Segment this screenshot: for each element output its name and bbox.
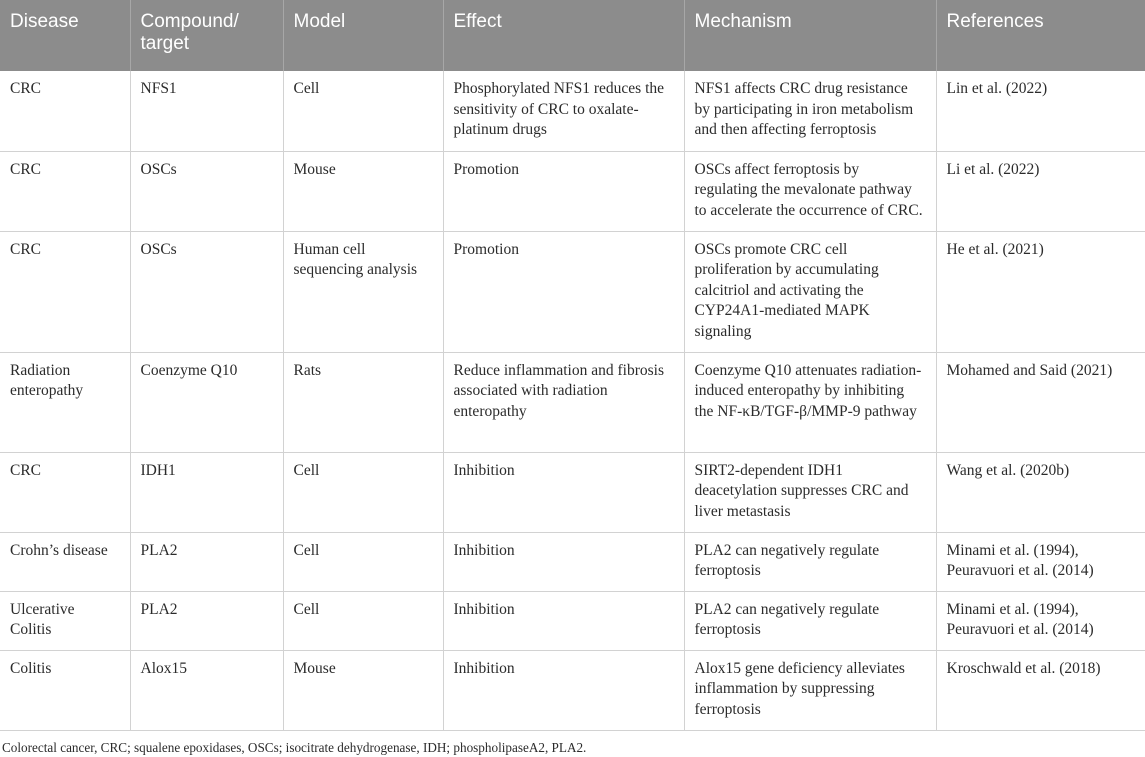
header-mechanism: Mechanism [684,0,936,71]
header-disease: Disease [0,0,130,71]
cell-effect: Inhibition [443,452,684,532]
table-row [0,452,1145,532]
cell-compound-target: OSCs [130,231,283,352]
cell-model: Human cell sequencing analysis [283,231,443,352]
cell-mechanism: PLA2 can negatively regulate ferroptosis [684,532,936,591]
table-row [0,231,1145,352]
cell-effect: Inhibition [443,650,684,730]
cell-model: Cell [283,71,443,151]
cell-model: Rats [283,352,443,452]
cell-compound-target: Coenzyme Q10 [130,352,283,452]
cell-references: Minami et al. (1994), Peuravuori et al. (2014) [936,532,1145,591]
cell-mechanism: OSCs promote CRC cell proliferation by accumulating calcitriol and activating the CYP24A1-mediated MAPK signaling [684,231,936,352]
table-row [0,591,1145,650]
table-header [0,0,1145,71]
cell-disease: CRC [0,151,130,231]
table-footnote: Colorectal cancer, CRC; squalene epoxidases, OSCs; isocitrate dehydrogenase, IDH; phospholipaseA2, PLA2. [2,739,587,755]
cell-model: Cell [283,452,443,532]
cell-compound-target: IDH1 [130,452,283,532]
table-row [0,532,1145,591]
table-row [0,352,1145,452]
cell-mechanism: Alox15 gene deficiency alleviates inflammation by suppressing ferroptosis [684,650,936,730]
cell-effect: Promotion [443,231,684,352]
table-row [0,650,1145,730]
cell-mechanism: Coenzyme Q10 attenuates radiation-induced enteropathy by inhibiting the NF-κB/TGF-β/MMP-9 pathway [684,352,936,452]
cell-references: Kroschwald et al. (2018) [936,650,1145,730]
cell-references: Li et al. (2022) [936,151,1145,231]
cell-effect: Promotion [443,151,684,231]
cell-effect: Phosphorylated NFS1 reduces the sensitivity of CRC to oxalate-platinum drugs [443,71,684,151]
header-row [0,0,1145,71]
cell-mechanism: SIRT2-dependent IDH1 deacetylation suppresses CRC and liver metastasis [684,452,936,532]
cell-effect: Inhibition [443,591,684,650]
header-compound-target: Compound/ target [130,0,283,71]
cell-references: He et al. (2021) [936,231,1145,352]
cell-compound-target: OSCs [130,151,283,231]
cell-references: Lin et al. (2022) [936,71,1145,151]
cell-disease: Ulcerative Colitis [0,591,130,650]
cell-effect: Inhibition [443,532,684,591]
cell-compound-target: PLA2 [130,532,283,591]
header-references: References [936,0,1145,71]
cell-mechanism: NFS1 affects CRC drug resistance by participating in iron metabolism and then affecting ferroptosis [684,71,936,151]
cell-model: Mouse [283,151,443,231]
cell-effect: Reduce inflammation and fibrosis associated with radiation enteropathy [443,352,684,452]
cell-references: Wang et al. (2020b) [936,452,1145,532]
cell-mechanism: PLA2 can negatively regulate ferroptosis [684,591,936,650]
cell-model: Cell [283,591,443,650]
cell-disease: CRC [0,71,130,151]
cell-references: Minami et al. (1994), Peuravuori et al. (2014) [936,591,1145,650]
cell-mechanism: OSCs affect ferroptosis by regulating the mevalonate pathway to accelerate the occurrence of CRC. [684,151,936,231]
cell-disease: Colitis [0,650,130,730]
table-row [0,71,1145,151]
cell-disease: Crohn’s disease [0,532,130,591]
cell-model: Mouse [283,650,443,730]
header-effect: Effect [443,0,684,71]
cell-disease: CRC [0,452,130,532]
table-body [0,71,1145,730]
cell-disease: Radiation enteropathy [0,352,130,452]
cell-disease: CRC [0,231,130,352]
cell-references: Mohamed and Said (2021) [936,352,1145,452]
header-model: Model [283,0,443,71]
cell-compound-target: PLA2 [130,591,283,650]
cell-compound-target: NFS1 [130,71,283,151]
cell-model: Cell [283,532,443,591]
table-row [0,151,1145,231]
cell-compound-target: Alox15 [130,650,283,730]
